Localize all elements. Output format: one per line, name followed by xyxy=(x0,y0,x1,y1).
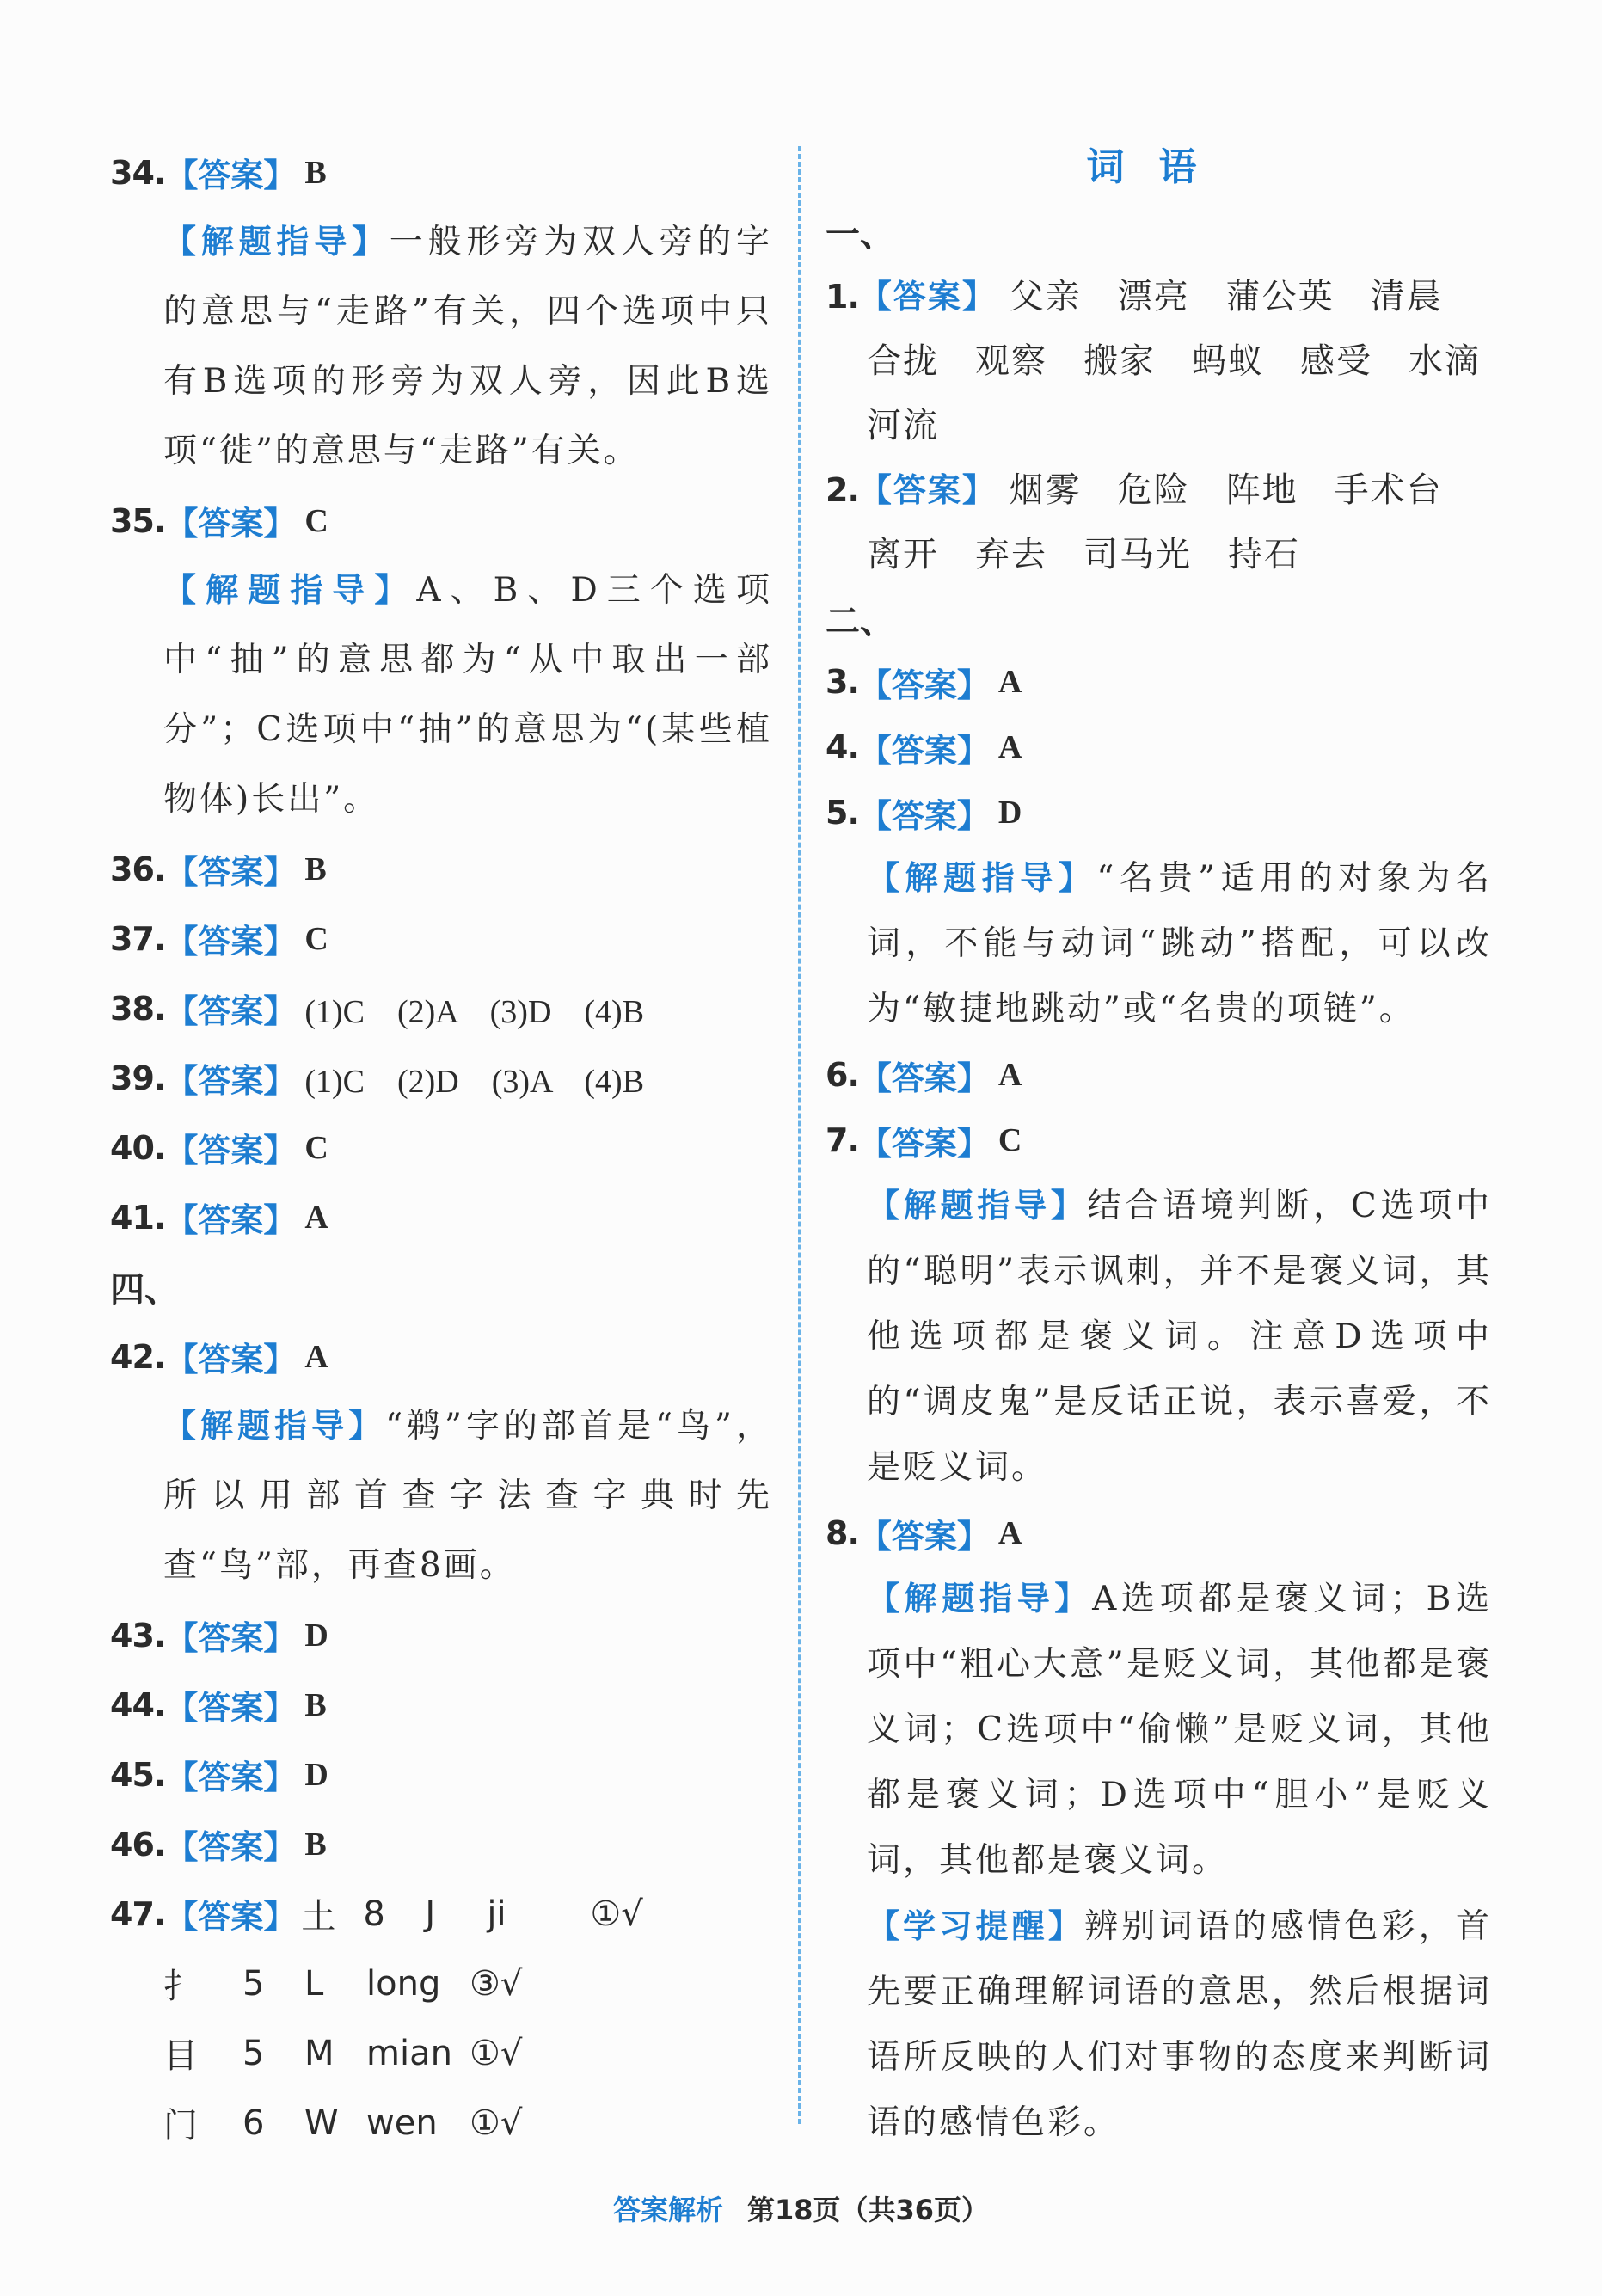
answer-tag: 【答案】 xyxy=(858,666,990,704)
q7-answer xyxy=(826,1108,1492,1173)
q34-answer xyxy=(110,138,772,207)
answer-value: B xyxy=(304,154,327,191)
q47-answer xyxy=(110,1879,772,1949)
left-column xyxy=(110,138,772,2158)
word: 合拢 xyxy=(867,341,939,381)
word: 危险 xyxy=(1117,470,1190,510)
q41-answer xyxy=(110,1182,772,1252)
guide-text: 一般形旁为双人旁的字的意思与“走路”有关，四个选项中只有B选项的形旁为双人旁，因此B选项“徙”的意思与“走路”有关。 xyxy=(163,223,772,470)
answer-value: C xyxy=(304,502,328,539)
answer-tag: 【答案】 xyxy=(165,1062,297,1100)
answer-tag: 【答案】 xyxy=(165,1201,297,1239)
q5-answer xyxy=(826,780,1492,845)
question-number: 34. xyxy=(110,153,166,192)
answer-value: (1)C (2)A (3)D (4)B xyxy=(304,994,645,1030)
word: 烟雾 xyxy=(1009,470,1082,510)
guide-text: “鹈”字的部首是“鸟”，所以用部首查字法查字典时先查“鸟”部，再查8画。 xyxy=(163,1407,772,1585)
answer-value: A xyxy=(304,1199,328,1236)
answer-tag: 【答案】 xyxy=(858,278,997,316)
answer-value: (1)C (2)D (3)A (4)B xyxy=(304,1064,645,1100)
question-number: 4. xyxy=(826,728,859,766)
question-number: 46. xyxy=(110,1825,166,1863)
answer-value: B xyxy=(304,1686,327,1723)
q1-answer xyxy=(826,265,1492,458)
answer-tag: 【答案】 xyxy=(165,992,297,1030)
answer-value: A xyxy=(997,664,1022,700)
guide-tag: 【解题指导】 xyxy=(867,1580,1093,1618)
answer-value: A xyxy=(997,1057,1022,1093)
question-number: 44. xyxy=(110,1685,166,1724)
answer-tag: 【答案】 xyxy=(858,1517,990,1556)
answer-tag: 【答案】 xyxy=(165,1759,297,1796)
guide-tag: 【解题指导】 xyxy=(163,1407,386,1445)
q35-answer xyxy=(110,486,772,556)
q40-answer xyxy=(110,1113,772,1182)
question-number: 3. xyxy=(826,663,859,701)
question-number: 6. xyxy=(826,1056,859,1094)
word: 父亲 xyxy=(1009,277,1082,316)
question-number: 2. xyxy=(826,471,859,509)
answer-value: D xyxy=(997,795,1022,831)
answer-value: D xyxy=(304,1617,328,1654)
answer-tag: 【答案】 xyxy=(165,505,297,543)
radical: 目 xyxy=(163,2036,198,2076)
pinyin: mian xyxy=(366,2033,452,2073)
column-divider xyxy=(798,146,801,2124)
radical: 扌 xyxy=(163,1967,198,2006)
radical: 门 xyxy=(163,2106,198,2146)
word: 手术台 xyxy=(1334,470,1443,510)
tip-tag: 【学习提醒】 xyxy=(867,1907,1085,1945)
question-number: 36. xyxy=(110,850,166,888)
question-number: 45. xyxy=(110,1755,166,1794)
question-number: 8. xyxy=(826,1514,859,1552)
answer-tag: 【答案】 xyxy=(165,1619,297,1657)
letter: W xyxy=(304,2103,339,2143)
question-number: 38. xyxy=(110,989,166,1028)
footer-label: 答案解析 xyxy=(612,2194,723,2226)
stroke-count: 8 xyxy=(363,1894,385,1934)
word: 感受 xyxy=(1300,341,1372,381)
answer-tag: 【答案】 xyxy=(165,157,297,194)
q7-guide xyxy=(826,1173,1492,1501)
q6-answer xyxy=(826,1042,1492,1108)
answer-tag: 【答案】 xyxy=(858,1059,990,1097)
q4-answer xyxy=(826,715,1492,780)
word: 河流 xyxy=(867,406,939,445)
word: 清晨 xyxy=(1370,277,1443,316)
guide-text: A、B、D三个选项中“抽”的意思都为“从中取出一部分”；C选项中“抽”的意思为“(某些植物体)长出”。 xyxy=(163,571,772,819)
word: 搬家 xyxy=(1083,341,1156,381)
pinyin: wen xyxy=(366,2103,438,2143)
answer-tag: 【答案】 xyxy=(165,1132,297,1169)
answer-value: D xyxy=(304,1756,328,1793)
q5-guide xyxy=(826,845,1492,1042)
answer-tag: 【答案】 xyxy=(858,731,990,770)
guide-text: A选项都是褒义词；B选项中“粗心大意”是贬义词，其他都是褒义词；C选项中“偷懒”是贬义词，其他都是褒义词；D选项中“胆小”是贬义词，其他都是褒义词。 xyxy=(867,1580,1492,1880)
answer-value: A xyxy=(997,1515,1022,1551)
q2-answer xyxy=(826,458,1492,587)
answer-tag: 【答案】 xyxy=(165,923,297,961)
answer-tag: 【答案】 xyxy=(165,853,297,891)
q45-answer xyxy=(110,1740,772,1809)
stroke-count: 5 xyxy=(242,1963,265,2004)
word: 弃去 xyxy=(975,535,1047,574)
word: 蒲公英 xyxy=(1225,277,1335,316)
tip-text: 辨别词语的感情色彩，首先要正确理解词语的意思，然后根据词语所反映的人们对事物的态度来判断词语的感情色彩。 xyxy=(867,1907,1492,2142)
guide-tag: 【解题指导】 xyxy=(163,223,390,261)
radical: 土 xyxy=(301,1897,336,1937)
choice: ③√ xyxy=(470,1963,523,2004)
answer-value: A xyxy=(304,1338,328,1375)
guide-tag: 【解题指导】 xyxy=(867,1187,1088,1225)
answer-tag: 【答案】 xyxy=(165,1828,297,1866)
question-number: 40. xyxy=(110,1128,166,1167)
letter: J xyxy=(425,1894,436,1934)
choice: ①√ xyxy=(590,1894,643,1934)
question-number: 43. xyxy=(110,1616,166,1654)
q42-guide xyxy=(110,1391,772,1600)
q47-row-3 xyxy=(110,2018,772,2088)
letter: L xyxy=(304,1963,324,2004)
answer-tag: 【答案】 xyxy=(165,1689,297,1727)
pinyin: long xyxy=(366,1963,441,2004)
word: 蚂蚁 xyxy=(1192,341,1264,381)
question-number: 1. xyxy=(826,278,859,316)
question-number: 7. xyxy=(826,1121,859,1159)
word: 持石 xyxy=(1228,535,1300,574)
q35-guide xyxy=(110,556,772,834)
guide-tag: 【解题指导】 xyxy=(867,859,1097,897)
question-number: 47. xyxy=(110,1894,166,1933)
stroke-count: 6 xyxy=(242,2103,265,2143)
choice: ①√ xyxy=(470,2103,523,2143)
right-column xyxy=(826,138,1492,2156)
answer-tag: 【答案】 xyxy=(165,1898,297,1936)
answer-value: B xyxy=(304,850,327,887)
q44-answer xyxy=(110,1670,772,1740)
answer-tag: 【答案】 xyxy=(165,1341,297,1378)
word: 水滴 xyxy=(1409,341,1481,381)
q38-answer xyxy=(110,973,772,1043)
q47-row-2 xyxy=(110,1949,772,2018)
answer-value: C xyxy=(304,920,328,957)
question-number: 39. xyxy=(110,1059,166,1097)
guide-tag: 【解题指导】 xyxy=(163,571,417,609)
q46-answer xyxy=(110,1809,772,1879)
q39-answer xyxy=(110,1043,772,1113)
answer-tag: 【答案】 xyxy=(858,1124,990,1163)
q8-guide xyxy=(826,1566,1492,1894)
word: 观察 xyxy=(975,341,1047,381)
answer-value: C xyxy=(304,1129,328,1166)
question-number: 41. xyxy=(110,1198,166,1237)
q43-answer xyxy=(110,1600,772,1670)
q8-tip xyxy=(826,1894,1492,2156)
q37-answer xyxy=(110,904,772,973)
word: 漂亮 xyxy=(1117,277,1190,316)
answer-value: A xyxy=(997,729,1022,765)
answer-tag: 【答案】 xyxy=(858,471,997,509)
q3-answer xyxy=(826,649,1492,715)
answer-value: B xyxy=(304,1826,327,1863)
guide-text: “名贵”适用的对象为名词，不能与动词“跳动”搭配，可以改为“敏捷地跳动”或“名贵的项链”。 xyxy=(867,859,1492,1028)
page-number: 第18页（共36页） xyxy=(746,2194,990,2226)
word: 离开 xyxy=(867,535,939,574)
letter: M xyxy=(304,2033,335,2073)
q42-answer xyxy=(110,1322,772,1391)
question-number: 35. xyxy=(110,501,166,540)
word: 阵地 xyxy=(1225,470,1298,510)
pinyin: ji xyxy=(487,1894,506,1934)
q36-answer xyxy=(110,834,772,904)
page-footer xyxy=(0,2189,1602,2228)
question-number: 5. xyxy=(826,794,859,832)
question-number: 42. xyxy=(110,1337,166,1376)
guide-text: 结合语境判断，C选项中的“聪明”表示讽刺，并不是褒义词，其他选项都是褒义词。注意D选项中的“调皮鬼”是反话正说，表示喜爱，不是贬义词。 xyxy=(867,1187,1492,1487)
section-title: 词语 xyxy=(1086,145,1231,189)
section-heading: 四、 xyxy=(110,1270,179,1310)
choice: ①√ xyxy=(470,2033,523,2073)
q8-answer xyxy=(826,1501,1492,1566)
stroke-count: 5 xyxy=(242,2033,265,2073)
answer-value: C xyxy=(997,1122,1022,1158)
answer-tag: 【答案】 xyxy=(858,796,990,835)
question-number: 37. xyxy=(110,919,166,958)
q47-row-4 xyxy=(110,2088,772,2158)
q34-guide xyxy=(110,207,772,486)
word: 司马光 xyxy=(1083,535,1192,574)
section-heading: 一、 xyxy=(826,214,894,255)
section-heading: 二、 xyxy=(826,601,894,642)
